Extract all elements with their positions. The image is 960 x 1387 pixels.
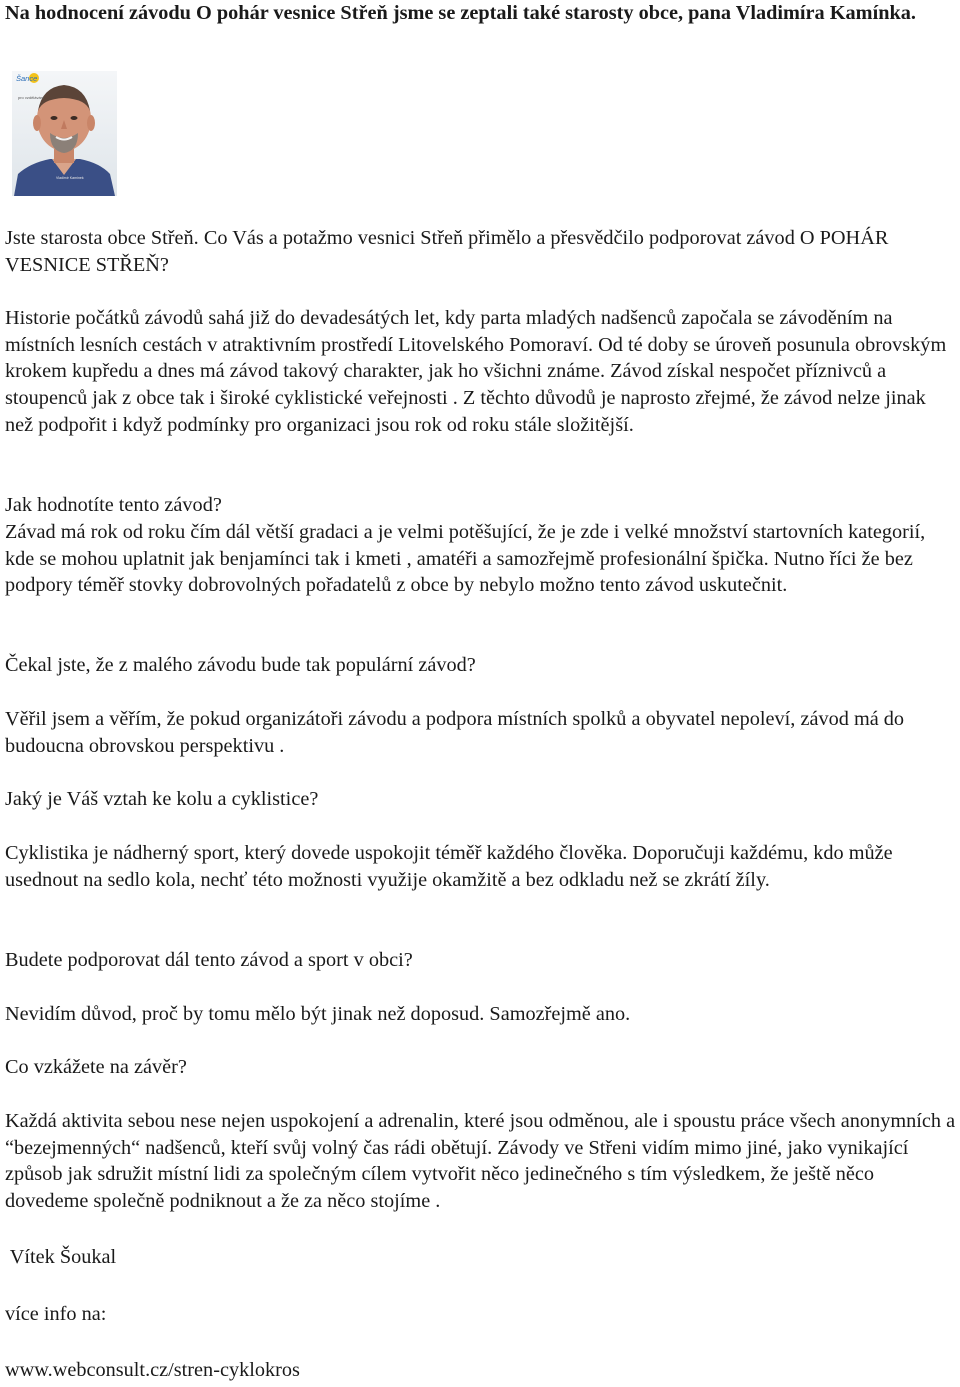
answer-2: Závad má rok od roku čím dál větší gradaci a je velmi potěšující, že je zde i velké množství startovních kategorií, kde se mohou uplatnit jak benjamínci tak i kmeti , amatéři a samozřejmě profesionální špička. Nutno říci že bez podpory téměř stovky dobrovolných pořadatelů z obce by nebylo možno tento závod uskutečnit. [5, 521, 926, 597]
answer-5: Nevidím důvod, proč by tomu mělo být jinak než doposud. Samozřejmě ano. [5, 1003, 631, 1025]
answer-3: Věřil jsem a věřím, že pokud organizátoři závodu a podpora místních spolků a obyvatel nepoleví, závod má do budoucna obrovskou perspektivu . [5, 708, 905, 757]
answer-6: Každá aktivita sebou nese nejen uspokojení a adrenalin, které jsou odměnou, ale i spoustu práce všech anonymních a “bezejmenných“ nadšenců, kteří svůj volný čas rádi obětují. Závody ve Střeni vidím mimo jiné, jako vynikající způsob jak sdružit místní lidi za společným cílem vytvořit něco jedinečného s tím výsledkem, že ještě něco dovedeme společně podniknout a že za něco stojíme . [5, 1110, 956, 1213]
question-1: Jste starosta obce Střeň. Co Vás a potažmo vesnici Střeň přimělo a přesvědčilo podporovat závod O POHÁR VESNICE STŘEŇ? [5, 227, 889, 276]
question-4: Jaký je Váš vztah ke kolu a cyklistice? [5, 788, 319, 810]
question-5: Budete podporovat dál tento závod a sport v obci? [5, 949, 413, 971]
portrait-photo [12, 71, 117, 196]
question-2: Jak hodnotíte tento závod? [5, 494, 222, 516]
photo-logo-subtext: pro vzdělávání [18, 95, 45, 100]
article-heading: Na hodnocení závodu O pohár vesnice Střeň jsme se zeptali také starosty obce, pana Vladimíra Kamínka. [5, 2, 916, 24]
more-info-label: více info na: [5, 1303, 107, 1325]
photo-caption: Vladimír Kamínek [56, 176, 84, 181]
more-info-link[interactable]: www.webconsult.cz/stren-cyklokros [5, 1359, 300, 1381]
answer-1: Historie počátků závodů sahá již do devadesátých let, kdy parta mladých nadšenců započala se závoděním na místních lesních cestách v atraktivním prostředí Litovelského Pomoraví. Od té doby se úroveň posunula obrovským krokem kupředu a dnes má závod takový charakter, jak ho všichni známe. Závod získal nespočet příznivců a stoupenců jak z obce tak i široké cyklistické veřejnosti . Z těchto důvodů je naprosto zřejmé, že závod nelze jinak než podpořit i když podmínky pro organizaci jsou rok od roku stále složitější. [5, 307, 947, 436]
author-name: Vítek Šoukal [5, 1246, 117, 1268]
question-3: Čekal jste, že z malého závodu bude tak populární závod? [5, 654, 476, 676]
question-6: Co vzkážete na závěr? [5, 1056, 187, 1078]
photo-logo-text: Šance [16, 74, 38, 83]
answer-4: Cyklistika je nádherný sport, který dovede uspokojit téměř každého člověka. Doporučuji každému, kdo může usednout na sedlo kola, nechť této možnosti využije okamžitě a bez odkladu než se zkrátí žíly. [5, 842, 893, 891]
